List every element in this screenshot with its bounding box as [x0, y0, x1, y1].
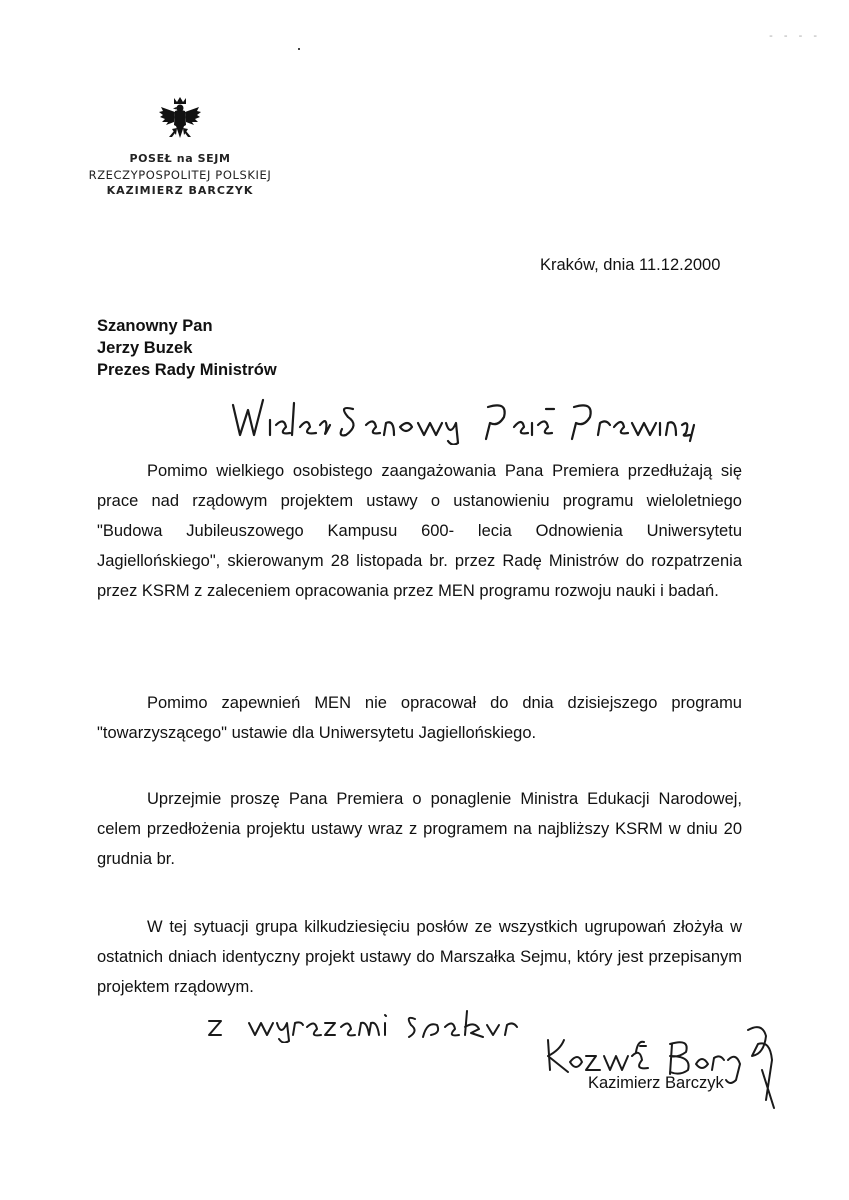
scan-corner-marks: - - - -	[769, 30, 821, 42]
paragraph-1	[97, 456, 742, 606]
paragraph-3-text: Uprzejmie proszę Pana Premiera o ponaglenie Ministra Edukacji Narodowej, celem przedłożenia projektu ustawy wraz z programem na najbliższy KSRM w dniu 20 grudnia br.	[97, 790, 742, 868]
addressee-block	[97, 315, 277, 381]
paragraph-4-text: W tej sytuacji grupa kilkudziesięciu posłów ze wszystkich ugrupowań złożyła w ostatnich dniach identyczny projekt ustawy do Marszałka Sejmu, który jest przepisanym projektem rządowym.	[97, 918, 742, 996]
white-eagle-emblem-icon	[157, 95, 203, 145]
letterhead-republic: RZECZYPOSPOLITEJ POLSKIEJ	[88, 168, 272, 182]
handwritten-signature	[540, 1020, 790, 1110]
addressee-name: Jerzy Buzek	[97, 339, 193, 357]
scan-speck	[298, 48, 300, 50]
place-and-date: Kraków, dnia 11.12.2000	[540, 256, 721, 274]
addressee-salutation: Szanowny Pan	[97, 317, 213, 335]
paragraph-4	[97, 912, 742, 1002]
letterhead	[60, 95, 300, 199]
signer-name: Kazimierz Barczyk	[588, 1074, 724, 1092]
paragraph-3	[97, 784, 742, 874]
handwritten-closing	[205, 1003, 525, 1043]
letterhead-title: POSEŁ na SEJM	[129, 152, 231, 165]
paragraph-2	[97, 688, 742, 748]
letterhead-name: KAZIMIERZ BARCZYK	[106, 184, 254, 197]
handwritten-salutation	[228, 395, 698, 445]
paragraph-2-text: Pomimo zapewnień MEN nie opracował do dnia dzisiejszego programu "towarzyszącego" ustawie dla Uniwersytetu Jagiellońskiego.	[97, 694, 742, 742]
addressee-position: Prezes Rady Ministrów	[97, 361, 277, 379]
paragraph-1-text: Pomimo wielkiego osobistego zaangażowania Pana Premiera przedłużają się prace nad rządowym projektem ustawy o ustanowieniu programu wieloletniego "Budowa Jubileuszowego Kampusu 600- lecia Odnowienia Uniwersytetu Jagiellońskiego", skierowanym 28 listopada br. przez Radę Ministrów do rozpatrzenia przez KSRM z zaleceniem opracowania przez MEN programu rozwoju nauki i badań.	[97, 462, 742, 600]
